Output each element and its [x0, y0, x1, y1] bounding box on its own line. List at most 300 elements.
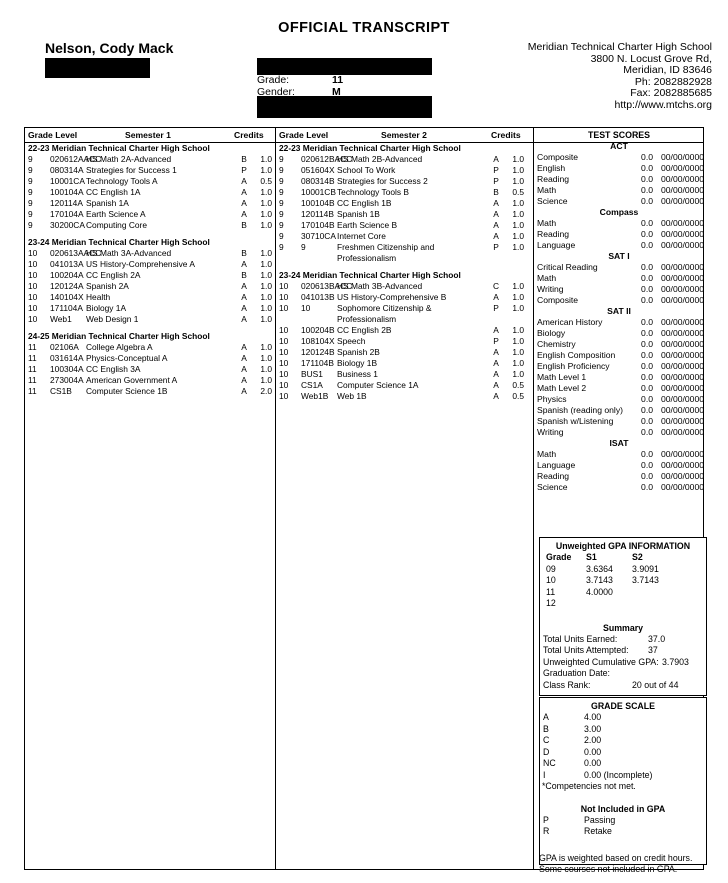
course-grade-level: 9 — [279, 198, 284, 208]
test-score-row — [535, 163, 703, 174]
test-date: 00/00/0000 — [661, 416, 705, 426]
test-date: 00/00/0000 — [661, 328, 705, 338]
test-score-row — [535, 185, 703, 196]
course-grade: A — [493, 369, 499, 379]
test-date: 00/00/0000 — [661, 196, 705, 206]
course-code: 041013B — [301, 292, 335, 302]
test-scores-panel — [535, 129, 703, 493]
test-date: 00/00/0000 — [661, 405, 705, 415]
test-score-row — [535, 240, 703, 251]
test-date: 00/00/0000 — [661, 240, 705, 250]
gpa-row — [540, 598, 706, 610]
course-code: 108104X — [301, 336, 335, 346]
course-code: 020613AACC — [50, 248, 102, 258]
course-grade: A — [241, 292, 247, 302]
course-title: HS Math 3A-Advanced — [86, 248, 172, 258]
test-date: 00/00/0000 — [661, 339, 705, 349]
course-title: American Government A — [86, 375, 178, 385]
summary-row — [540, 668, 706, 680]
course-title: Business 1 — [337, 369, 378, 379]
course-title: CC English 2B — [337, 325, 392, 335]
gpa-row — [540, 575, 706, 587]
course-row — [28, 353, 272, 364]
test-score-row — [535, 471, 703, 482]
course-credits: 1.0 — [512, 220, 524, 230]
col-header-credits-s1: Credits — [234, 130, 264, 140]
grade-scale-row — [540, 747, 706, 759]
course-row — [279, 187, 529, 198]
course-grade: B — [241, 220, 247, 230]
course-row — [279, 220, 529, 231]
summary-value: 37 — [648, 645, 658, 655]
course-title: Strategies for Success 2 — [337, 176, 428, 186]
course-title: Computing Core — [86, 220, 147, 230]
course-code: 170104B — [301, 220, 335, 230]
course-grade: A — [241, 364, 247, 374]
gpa-grade-level: 12 — [546, 598, 556, 608]
course-row — [28, 198, 272, 209]
redacted-field-bottom — [257, 96, 432, 118]
course-title: Biology 1B — [337, 358, 378, 368]
course-title-continuation — [279, 253, 529, 264]
course-credits: 0.5 — [512, 391, 524, 401]
school-year-header: 22-23 Meridian Technical Charter High School — [28, 143, 210, 153]
test-date: 00/00/0000 — [661, 350, 705, 360]
test-score: 0.0 — [641, 405, 653, 415]
course-grade-level: 10 — [279, 325, 289, 335]
course-credits: 1.0 — [260, 154, 272, 164]
grade-scale-row — [540, 724, 706, 736]
course-row — [279, 154, 529, 165]
course-title: Biology 1A — [86, 303, 127, 313]
course-grade: P — [241, 165, 247, 175]
course-grade-level: 9 — [279, 187, 284, 197]
course-grade-level: 9 — [279, 165, 284, 175]
course-credits: 1.0 — [512, 369, 524, 379]
course-title: Speech — [337, 336, 366, 346]
course-credits: 1.0 — [260, 342, 272, 352]
course-credits: 1.0 — [512, 176, 524, 186]
test-score-row — [535, 317, 703, 328]
school-website[interactable]: http://www.mtchs.org — [614, 98, 712, 111]
test-date: 00/00/0000 — [661, 471, 705, 481]
course-title: Spanish 2B — [337, 347, 380, 357]
redacted-student-address — [45, 58, 150, 78]
course-grade-level: 11 — [28, 375, 37, 385]
course-grade-level: 9 — [279, 220, 284, 230]
course-title: Computer Science 1A — [337, 380, 419, 390]
test-name: American History — [537, 317, 603, 327]
course-credits: 0.5 — [260, 176, 272, 186]
scale-letter: A — [543, 712, 549, 722]
test-section-header: Compass — [599, 207, 639, 217]
test-score: 0.0 — [641, 372, 653, 382]
course-code: 041013A — [50, 259, 84, 269]
course-code: 100104A — [50, 187, 84, 197]
test-name: Math — [537, 185, 557, 195]
course-code: BUS1 — [301, 369, 323, 379]
test-score: 0.0 — [641, 185, 653, 195]
course-code: 9 — [301, 242, 306, 252]
course-code: 170104A — [50, 209, 84, 219]
scale-letter: NC — [543, 758, 556, 768]
test-date: 00/00/0000 — [661, 163, 705, 173]
test-score-row — [535, 361, 703, 372]
test-score-row — [535, 405, 703, 416]
test-score-row — [535, 416, 703, 427]
gpa-grade-level: 11 — [546, 586, 556, 597]
course-grade-level: 10 — [28, 292, 38, 302]
test-date: 00/00/0000 — [661, 152, 705, 162]
gpa-grade-level: 09 — [546, 563, 556, 574]
test-score: 0.0 — [641, 273, 653, 283]
course-grade-level: 10 — [28, 270, 38, 280]
summary-row — [540, 657, 706, 669]
course-title: Earth Science B — [337, 220, 398, 230]
summary-value: 3.7903 — [662, 656, 689, 667]
test-name: Reading — [537, 174, 570, 184]
test-name: Language — [537, 240, 576, 250]
course-credits: 1.0 — [512, 347, 524, 357]
school-year-header: 22-23 Meridian Technical Charter High School — [279, 143, 461, 153]
course-code: 080314B — [301, 176, 335, 186]
test-score: 0.0 — [641, 328, 653, 338]
course-grade-level: 10 — [279, 369, 289, 379]
course-grade-level: 10 — [279, 391, 289, 401]
course-row — [28, 386, 272, 397]
column-divider-1 — [275, 128, 276, 869]
scale-letter: R — [543, 826, 550, 836]
course-row — [279, 303, 529, 314]
not-included-title: Not Included in GPA — [580, 803, 666, 814]
scale-points: 2.00 — [584, 735, 602, 745]
course-grade-level: 10 — [279, 347, 289, 357]
course-code: 02106A — [50, 342, 79, 352]
course-grade: A — [241, 281, 247, 291]
course-credits: 0.5 — [512, 380, 524, 390]
course-title: Web Design 1 — [86, 314, 139, 324]
col-header-semester-1: Semester 1 — [125, 130, 171, 140]
test-score: 0.0 — [641, 471, 653, 481]
test-score: 0.0 — [641, 196, 653, 206]
scale-points: Retake — [584, 826, 612, 836]
course-code: 30710CA — [301, 231, 336, 241]
course-grade-level: 9 — [279, 242, 284, 252]
course-grade: A — [241, 176, 247, 186]
test-date: 00/00/0000 — [661, 295, 705, 305]
course-grade-level: 11 — [28, 353, 37, 363]
course-grade-level: 10 — [279, 281, 289, 291]
course-code: 051604X — [301, 165, 335, 175]
course-title: Strategies for Success 1 — [86, 165, 177, 175]
course-credits: 0.5 — [512, 187, 524, 197]
course-title: Freshmen Citizenship and — [337, 242, 435, 252]
course-credits: 1.0 — [512, 336, 524, 346]
course-title: Earth Science A — [86, 209, 146, 219]
test-score-row — [535, 482, 703, 493]
course-credits: 1.0 — [260, 353, 272, 363]
course-grade-level: 9 — [28, 176, 33, 186]
test-score-row — [535, 295, 703, 306]
course-row — [28, 220, 272, 231]
test-score: 0.0 — [641, 383, 653, 393]
school-address: 3800 N. Locust Grove Rd, — [590, 52, 712, 65]
course-code: 120114B — [301, 209, 334, 219]
course-title: Technology Tools B — [337, 187, 410, 197]
school-fax: Fax: 2082885685 — [630, 87, 712, 100]
course-credits: 1.0 — [512, 303, 524, 313]
summary-label: Total Units Earned: — [543, 633, 618, 644]
semester-2-course-list — [279, 143, 529, 402]
school-name: Meridian Technical Charter High School — [527, 41, 712, 53]
course-code: 100304A — [50, 364, 84, 374]
course-grade: B — [241, 154, 247, 164]
course-credits: 1.0 — [512, 209, 524, 219]
test-date: 00/00/0000 — [661, 273, 705, 283]
course-row — [279, 165, 529, 176]
course-grade: A — [493, 209, 499, 219]
scale-points: 4.00 — [584, 712, 602, 722]
not-included-row — [540, 826, 706, 838]
course-grade: A — [241, 314, 247, 324]
course-code: 100204B — [301, 325, 335, 335]
course-row — [28, 270, 272, 281]
course-grade-level: 11 — [28, 364, 37, 374]
course-grade: B — [493, 187, 499, 197]
summary-label: Class Rank: — [543, 679, 591, 690]
scale-letter: I — [543, 769, 546, 780]
course-row — [279, 198, 529, 209]
course-title: Web 1B — [337, 391, 367, 401]
course-grade: A — [493, 220, 499, 230]
course-grade-level: 10 — [28, 259, 38, 269]
competency-note-text: *Competencies not met. — [542, 781, 636, 791]
summary-value: 20 out of 44 — [632, 679, 679, 690]
gpa-rows — [540, 564, 706, 610]
course-grade-level: 10 — [279, 336, 289, 346]
test-date: 00/00/0000 — [661, 361, 705, 371]
course-grade: P — [493, 165, 499, 175]
course-grade: A — [493, 325, 499, 335]
course-grade: A — [241, 187, 247, 197]
course-credits: 1.0 — [260, 187, 272, 197]
course-row — [28, 314, 272, 325]
summary-row — [540, 680, 706, 692]
course-credits: 1.0 — [260, 314, 272, 324]
test-name: Spanish w/Listening — [537, 416, 614, 426]
test-name: Physics — [537, 394, 567, 404]
course-grade: C — [492, 281, 500, 291]
course-credits: 1.0 — [260, 281, 272, 291]
course-grade: B — [241, 270, 247, 280]
course-credits: 2.0 — [260, 386, 272, 396]
test-score-row — [535, 394, 703, 405]
course-grade-level: 10 — [28, 281, 38, 291]
gpa-information-box — [539, 537, 707, 696]
course-row — [279, 176, 529, 187]
course-grade: A — [493, 154, 499, 164]
test-name: Math Level 2 — [537, 383, 587, 393]
course-code: 10001CA — [50, 176, 85, 186]
test-score-row — [535, 372, 703, 383]
test-score: 0.0 — [641, 416, 653, 426]
grade-label: Grade: — [257, 74, 290, 86]
test-score-row — [535, 174, 703, 185]
test-score: 0.0 — [641, 174, 653, 184]
scale-points: 0.00 — [584, 746, 602, 757]
test-name: Math Level 1 — [537, 372, 587, 382]
school-year-header: 23-24 Meridian Technical Charter High School — [28, 237, 210, 247]
course-credits: 1.0 — [260, 165, 272, 175]
gpa-s2: 3.7143 — [632, 575, 659, 585]
course-title: Technology Tools A — [86, 176, 158, 186]
test-name: Math — [537, 449, 557, 459]
school-info-block — [528, 42, 712, 112]
grade-scale-row — [540, 735, 706, 747]
gpa-s1: 4.0000 — [586, 586, 613, 597]
course-row — [28, 154, 272, 165]
test-date: 00/00/0000 — [661, 185, 705, 195]
course-grade: A — [493, 292, 499, 302]
course-credits: 1.0 — [260, 198, 272, 208]
test-score-row — [535, 383, 703, 394]
test-scores-body — [535, 141, 703, 493]
gpa-table-header — [540, 552, 706, 564]
test-score-row — [535, 339, 703, 350]
course-grade-level: 9 — [279, 176, 284, 186]
course-credits: 1.0 — [260, 270, 272, 280]
course-row — [279, 242, 529, 253]
test-date: 00/00/0000 — [661, 174, 705, 184]
course-row — [28, 364, 272, 375]
test-score: 0.0 — [641, 262, 653, 272]
test-score: 0.0 — [641, 482, 653, 492]
test-score: 0.0 — [641, 317, 653, 327]
test-score: 0.0 — [641, 350, 653, 360]
course-grade-level: 9 — [28, 165, 33, 175]
course-grade: P — [493, 303, 499, 313]
semester-1-course-list — [28, 143, 272, 397]
test-date: 00/00/0000 — [661, 427, 705, 437]
course-title: Health — [86, 292, 111, 302]
course-grade-level: 11 — [28, 386, 37, 396]
test-score-row — [535, 262, 703, 273]
test-name: English — [537, 163, 566, 173]
course-credits: 1.0 — [512, 292, 524, 302]
course-code: 140104X — [50, 292, 84, 302]
test-name: Chemistry — [537, 339, 576, 349]
course-credits: 1.0 — [512, 242, 524, 252]
course-code: 120124A — [50, 281, 84, 291]
course-title: HS Math 2B-Advanced — [337, 154, 423, 164]
summary-row — [540, 645, 706, 657]
test-score: 0.0 — [641, 427, 653, 437]
test-date: 00/00/0000 — [661, 383, 705, 393]
course-row — [279, 358, 529, 369]
test-score-row — [535, 152, 703, 163]
course-code: 30200CA — [50, 220, 85, 230]
gender-value: M — [332, 85, 341, 98]
course-row — [28, 375, 272, 386]
scale-letter: B — [543, 723, 549, 734]
test-date: 00/00/0000 — [661, 218, 705, 228]
course-code: 031614A — [50, 353, 84, 363]
page-title: OFFICIAL TRANSCRIPT — [278, 20, 450, 36]
course-credits: 1.0 — [512, 358, 524, 368]
course-credits: 1.0 — [512, 231, 524, 241]
course-row — [279, 336, 529, 347]
col-header-credits-s2: Credits — [491, 130, 521, 140]
course-grade-level: 10 — [279, 303, 289, 313]
course-code: 120114A — [50, 198, 83, 208]
grade-scale-rows — [540, 712, 706, 781]
student-name: Nelson, Cody Mack — [45, 40, 174, 56]
course-row — [28, 165, 272, 176]
course-grade: A — [241, 209, 247, 219]
course-grade-level: 9 — [279, 154, 284, 164]
course-title: US History-Comprehensive A — [86, 259, 195, 269]
course-title: US History-Comprehensive B — [337, 292, 447, 302]
course-code: 100104B — [301, 198, 335, 208]
test-name: Writing — [537, 427, 564, 437]
course-credits: 1.0 — [512, 325, 524, 335]
scale-letter: P — [543, 814, 549, 825]
test-date: 00/00/0000 — [661, 460, 705, 470]
gpa-s1: 3.7143 — [586, 575, 613, 585]
scale-points: 3.00 — [584, 723, 602, 734]
course-grade-level: 10 — [28, 303, 38, 313]
course-title: HS Math 2A-Advanced — [86, 154, 172, 164]
course-grade-level: 10 — [279, 292, 289, 302]
course-row — [28, 292, 272, 303]
test-name: Science — [537, 196, 568, 206]
summary-value: 37.0 — [648, 633, 666, 644]
school-year-header: 23-24 Meridian Technical Charter High School — [279, 270, 461, 280]
test-section-header: ACT — [610, 141, 628, 151]
course-grade-level: 10 — [28, 314, 38, 324]
test-score-row — [535, 218, 703, 229]
course-code: 10001CB — [301, 187, 336, 197]
test-date: 00/00/0000 — [661, 482, 705, 492]
test-score-row — [535, 273, 703, 284]
course-title: Spanish 1A — [86, 198, 129, 208]
course-grade: B — [241, 248, 247, 258]
school-city-state-zip: Meridian, ID 83646 — [623, 64, 712, 77]
course-code: CS1B — [50, 386, 72, 396]
course-grade: A — [241, 198, 247, 208]
course-grade: P — [493, 336, 499, 346]
course-row — [28, 281, 272, 292]
course-row — [279, 281, 529, 292]
test-name: Reading — [537, 471, 570, 481]
course-grade: A — [493, 358, 499, 368]
course-code: 020613BACC — [301, 281, 353, 291]
test-name: Biology — [537, 328, 566, 338]
scale-points: 0.00 (Incomplete) — [584, 769, 653, 780]
gpa-info-title: Unweighted GPA INFORMATION — [555, 541, 691, 551]
course-grade-level: 11 — [28, 342, 37, 352]
test-name: Writing — [537, 284, 564, 294]
footnote-some-courses: Some courses not included in GPA. — [539, 864, 678, 874]
course-title: Spanish 2A — [86, 281, 129, 291]
course-code: 171104B — [301, 358, 334, 368]
course-title: Computer Science 1B — [86, 386, 168, 396]
gpa-s1: 3.6364 — [586, 563, 613, 574]
course-row — [28, 209, 272, 220]
test-score: 0.0 — [641, 229, 653, 239]
course-row — [279, 231, 529, 242]
course-code: 100204A — [50, 270, 84, 280]
